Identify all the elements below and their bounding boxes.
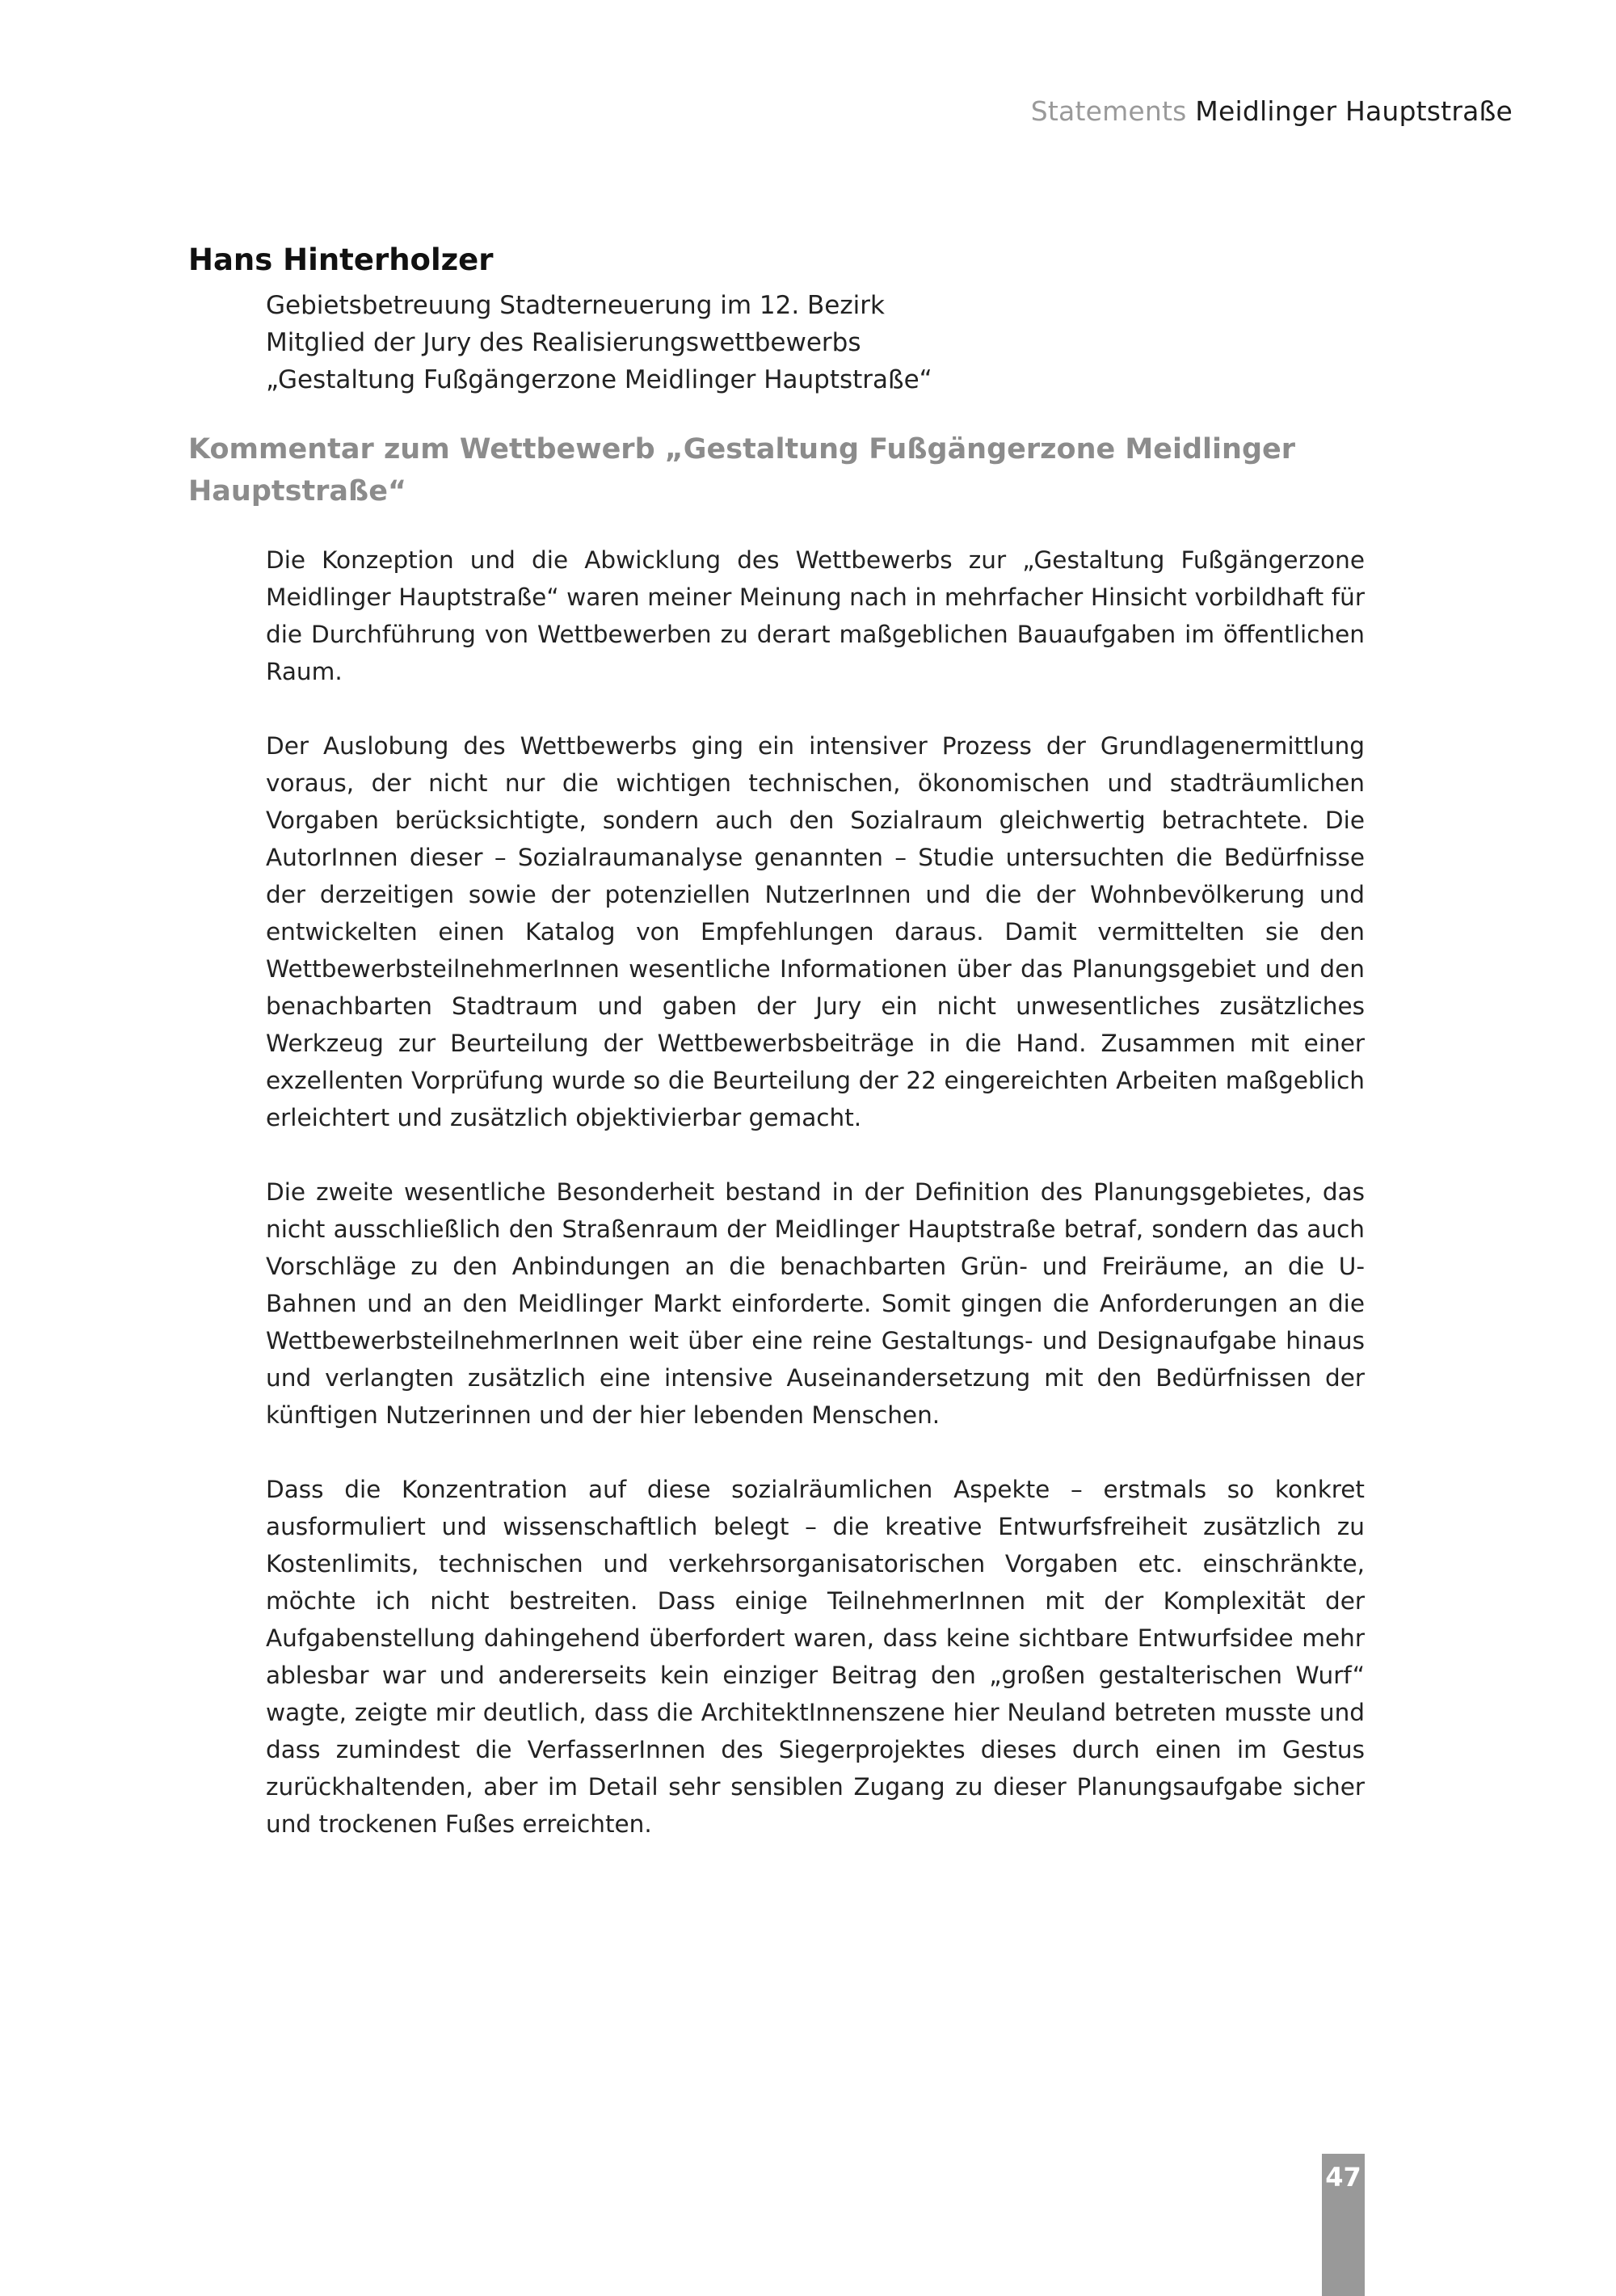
- header-section-label: Statements: [1030, 95, 1187, 127]
- author-affiliation: [266, 287, 1400, 398]
- body-paragraph: Der Auslobung des Wettbewerbs ging ein intensiver Prozess der Grundlagenermittlung voraus, der nicht nur die wichtigen technischen, ökonomischen und stadträumlichen Vorgaben berücksichtigte, sondern auch den Sozialraum gleichwertig betrachtete. Die AutorInnen dieser – Sozialraumanalyse genannten – Studie untersuchten die Bedürfnisse der derzeitigen sowie der potenziellen NutzerInnen und die der Wohnbevölkerung und entwickelten einen Katalog von Empfehlungen daraus. Damit vermittelten sie den WettbewerbsteilnehmerInnen wesentliche Informationen über das Planungsgebiet und den benachbarten Stadtraum und gaben der Jury ein nicht unwesentliches zusätzliches Werkzeug zur Beurteilung der Wettbewerbsbeiträge in die Hand. Zusammen mit einer exzellenten Vorprüfung wurde so die Beurteilung der 22 eingereichten Arbeiten maßgeblich erleichtert und zusätzlich objektivierbar gemacht.: [266, 732, 1365, 1131]
- running-header: [1031, 95, 1513, 127]
- section-heading: Kommentar zum Wettbewerb „Gestaltung Fußgängerzone Meidlinger Hauptstraße“: [188, 433, 1295, 508]
- header-title: Meidlinger Hauptstraße: [1195, 95, 1513, 127]
- body-paragraph: Die zweite wesentliche Besonderheit bestand in der Definition des Planungsgebietes, das nicht ausschließlich den Straßenraum der Meidlinger Hauptstraße betraf, sondern das auch Vorschläge zu den Anbindungen an die benachbarten Grün- und Freiräume, an die U-Bahnen und an den Meidlinger Markt einforderte. Somit gingen die Anforderungen an die WettbewerbsteilnehmerInnen weit über eine reine Gestaltungs- und Designaufgabe hinaus und verlangten zusätzlich eine intensive Auseinandersetzung mit den Bedürfnissen der künftigen Nutzerinnen und der hier lebenden Menschen.: [266, 1178, 1365, 1429]
- author-block: [188, 242, 1400, 398]
- author-name: Hans Hinterholzer: [188, 242, 494, 277]
- body-text: [266, 541, 1365, 1880]
- page-number-tab: [1322, 2154, 1365, 2296]
- author-affiliation-line: Mitglied der Jury des Realisierungswettbewerbs: [266, 328, 861, 357]
- body-paragraph: Dass die Konzentration auf diese sozialräumlichen Aspekte – erstmals so konkret ausformuliert und wissenschaftlich belegt – die kreative Entwurfsfreiheit zusätzlich zu Kostenlimits, technischen und verkehrsorganisatorischen Vorgaben etc. einschränkte, möchte ich nicht bestreiten. Dass einige TeilnehmerInnen mit der Komplexität der Aufgabenstellung dahingehend überfordert waren, dass keine sichtbare Entwurfsidee mehr ablesbar war und andererseits kein einziger Beitrag den „großen gestalterischen Wurf“ wagte, zeigte mir deutlich, dass die ArchitektInnenszene hier Neuland betreten musste und dass zumindest die VerfasserInnen des Siegerprojektes dieses durch einen im Gestus zurückhaltenden, aber im Detail sehr sensiblen Zugang zu dieser Planungsaufgabe sicher und trockenen Fußes erreichten.: [266, 1476, 1365, 1838]
- body-paragraph: Die Konzeption und die Abwicklung des Wettbewerbs zur „Gestaltung Fußgängerzone Meidlinger Hauptstraße“ waren meiner Meinung nach in mehrfacher Hinsicht vorbildhaft für die Durchführung von Wettbewerben zu derart maßgeblichen Bauaufgaben im öffentlichen Raum.: [266, 546, 1365, 685]
- page-number: 47: [1325, 2162, 1361, 2193]
- author-affiliation-line: Gebietsbetreuung Stadterneuerung im 12. Bezirk: [266, 291, 885, 320]
- author-affiliation-line: „Gestaltung Fußgängerzone Meidlinger Hauptstraße“: [266, 365, 932, 394]
